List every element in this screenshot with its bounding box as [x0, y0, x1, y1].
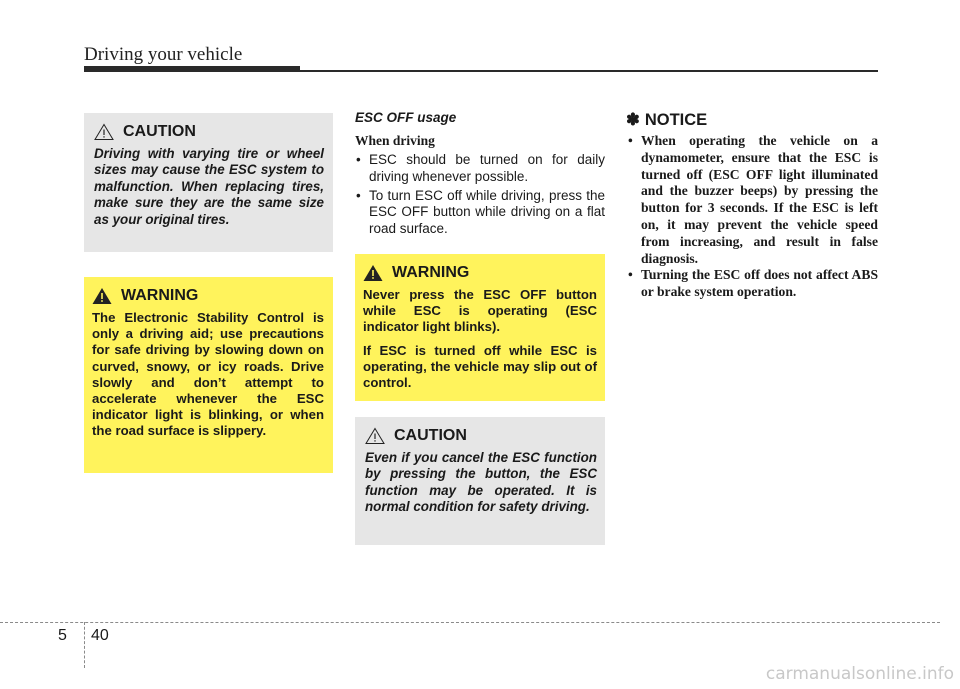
footer-vertical-divider: [84, 622, 85, 668]
page-header-title: Driving your vehicle: [84, 44, 243, 65]
list-item: • ESC should be turned on for daily driving whenever possible.: [356, 152, 605, 184]
list-item: • To turn ESC off while driving, press the ESC OFF button while driving on a flat road surface.: [356, 187, 605, 237]
warning-box-esc-off: [355, 254, 605, 401]
warning-title: WARNING: [392, 264, 470, 281]
list-item: • Turning the ESC off does not affect ABS or brake system operation.: [628, 267, 878, 300]
caution-triangle-icon: [94, 123, 114, 141]
caution-text: Driving with varying tire or wheel sizes may cause the ESC system to malfunction. When replacing tires, make sure they are the same size as your original tires.: [94, 146, 324, 227]
caution-title: CAUTION: [123, 123, 196, 140]
notice-title: NOTICE: [644, 110, 708, 129]
warning-title: WARNING: [121, 287, 199, 304]
chapter-number: 5: [58, 627, 67, 644]
warning-paragraph: Never press the ESC OFF button while ESC is operating (ESC indicator light blinks).: [363, 287, 597, 335]
warning-triangle-icon: [363, 264, 383, 282]
caution-triangle-icon: [365, 427, 385, 445]
esc-off-bullet-list: [355, 152, 605, 240]
warning-paragraph: If ESC is turned off while ESC is operating, the vehicle may slip out of control.: [363, 342, 597, 391]
esc-off-heading: ESC OFF usage: [355, 110, 457, 125]
caution-title: CAUTION: [394, 427, 467, 444]
header-rule: [84, 70, 878, 72]
when-driving-subheading: When driving: [355, 133, 435, 148]
page-number: 40: [91, 627, 109, 644]
warning-box-esc: [84, 277, 333, 473]
warning-text: The Electronic Stability Control is only a driving aid; use precautions for safe driving by slowing down on curved, snowy, or icy roads. Drive slowly and don’t attempt to accelerate whenever the ESC indicator light is blinking, or when the road surface is slippery.: [92, 310, 324, 439]
caution-box-cancel: [355, 417, 605, 545]
caution-box-tires: [84, 113, 333, 252]
notice-list: [626, 133, 878, 301]
footer-divider: [0, 622, 940, 623]
list-item: • When operating the vehicle on a dynamometer, ensure that the ESC is turned off (ESC OFF light illuminated and the buzzer beeps) by pressing the button for 3 seconds. If the ESC is left on, it may prevent the vehicle speed from increasing, and result in false diagnosis.: [628, 133, 878, 266]
notice-star-icon: ✽: [626, 111, 640, 129]
notice-heading: [626, 110, 707, 130]
warning-triangle-icon: [92, 287, 112, 305]
caution-text: Even if you cancel the ESC function by pressing the button, the ESC function may be operated. It is normal condition for safety driving.: [365, 450, 597, 515]
watermark: carmanualsonline.info: [765, 664, 954, 684]
